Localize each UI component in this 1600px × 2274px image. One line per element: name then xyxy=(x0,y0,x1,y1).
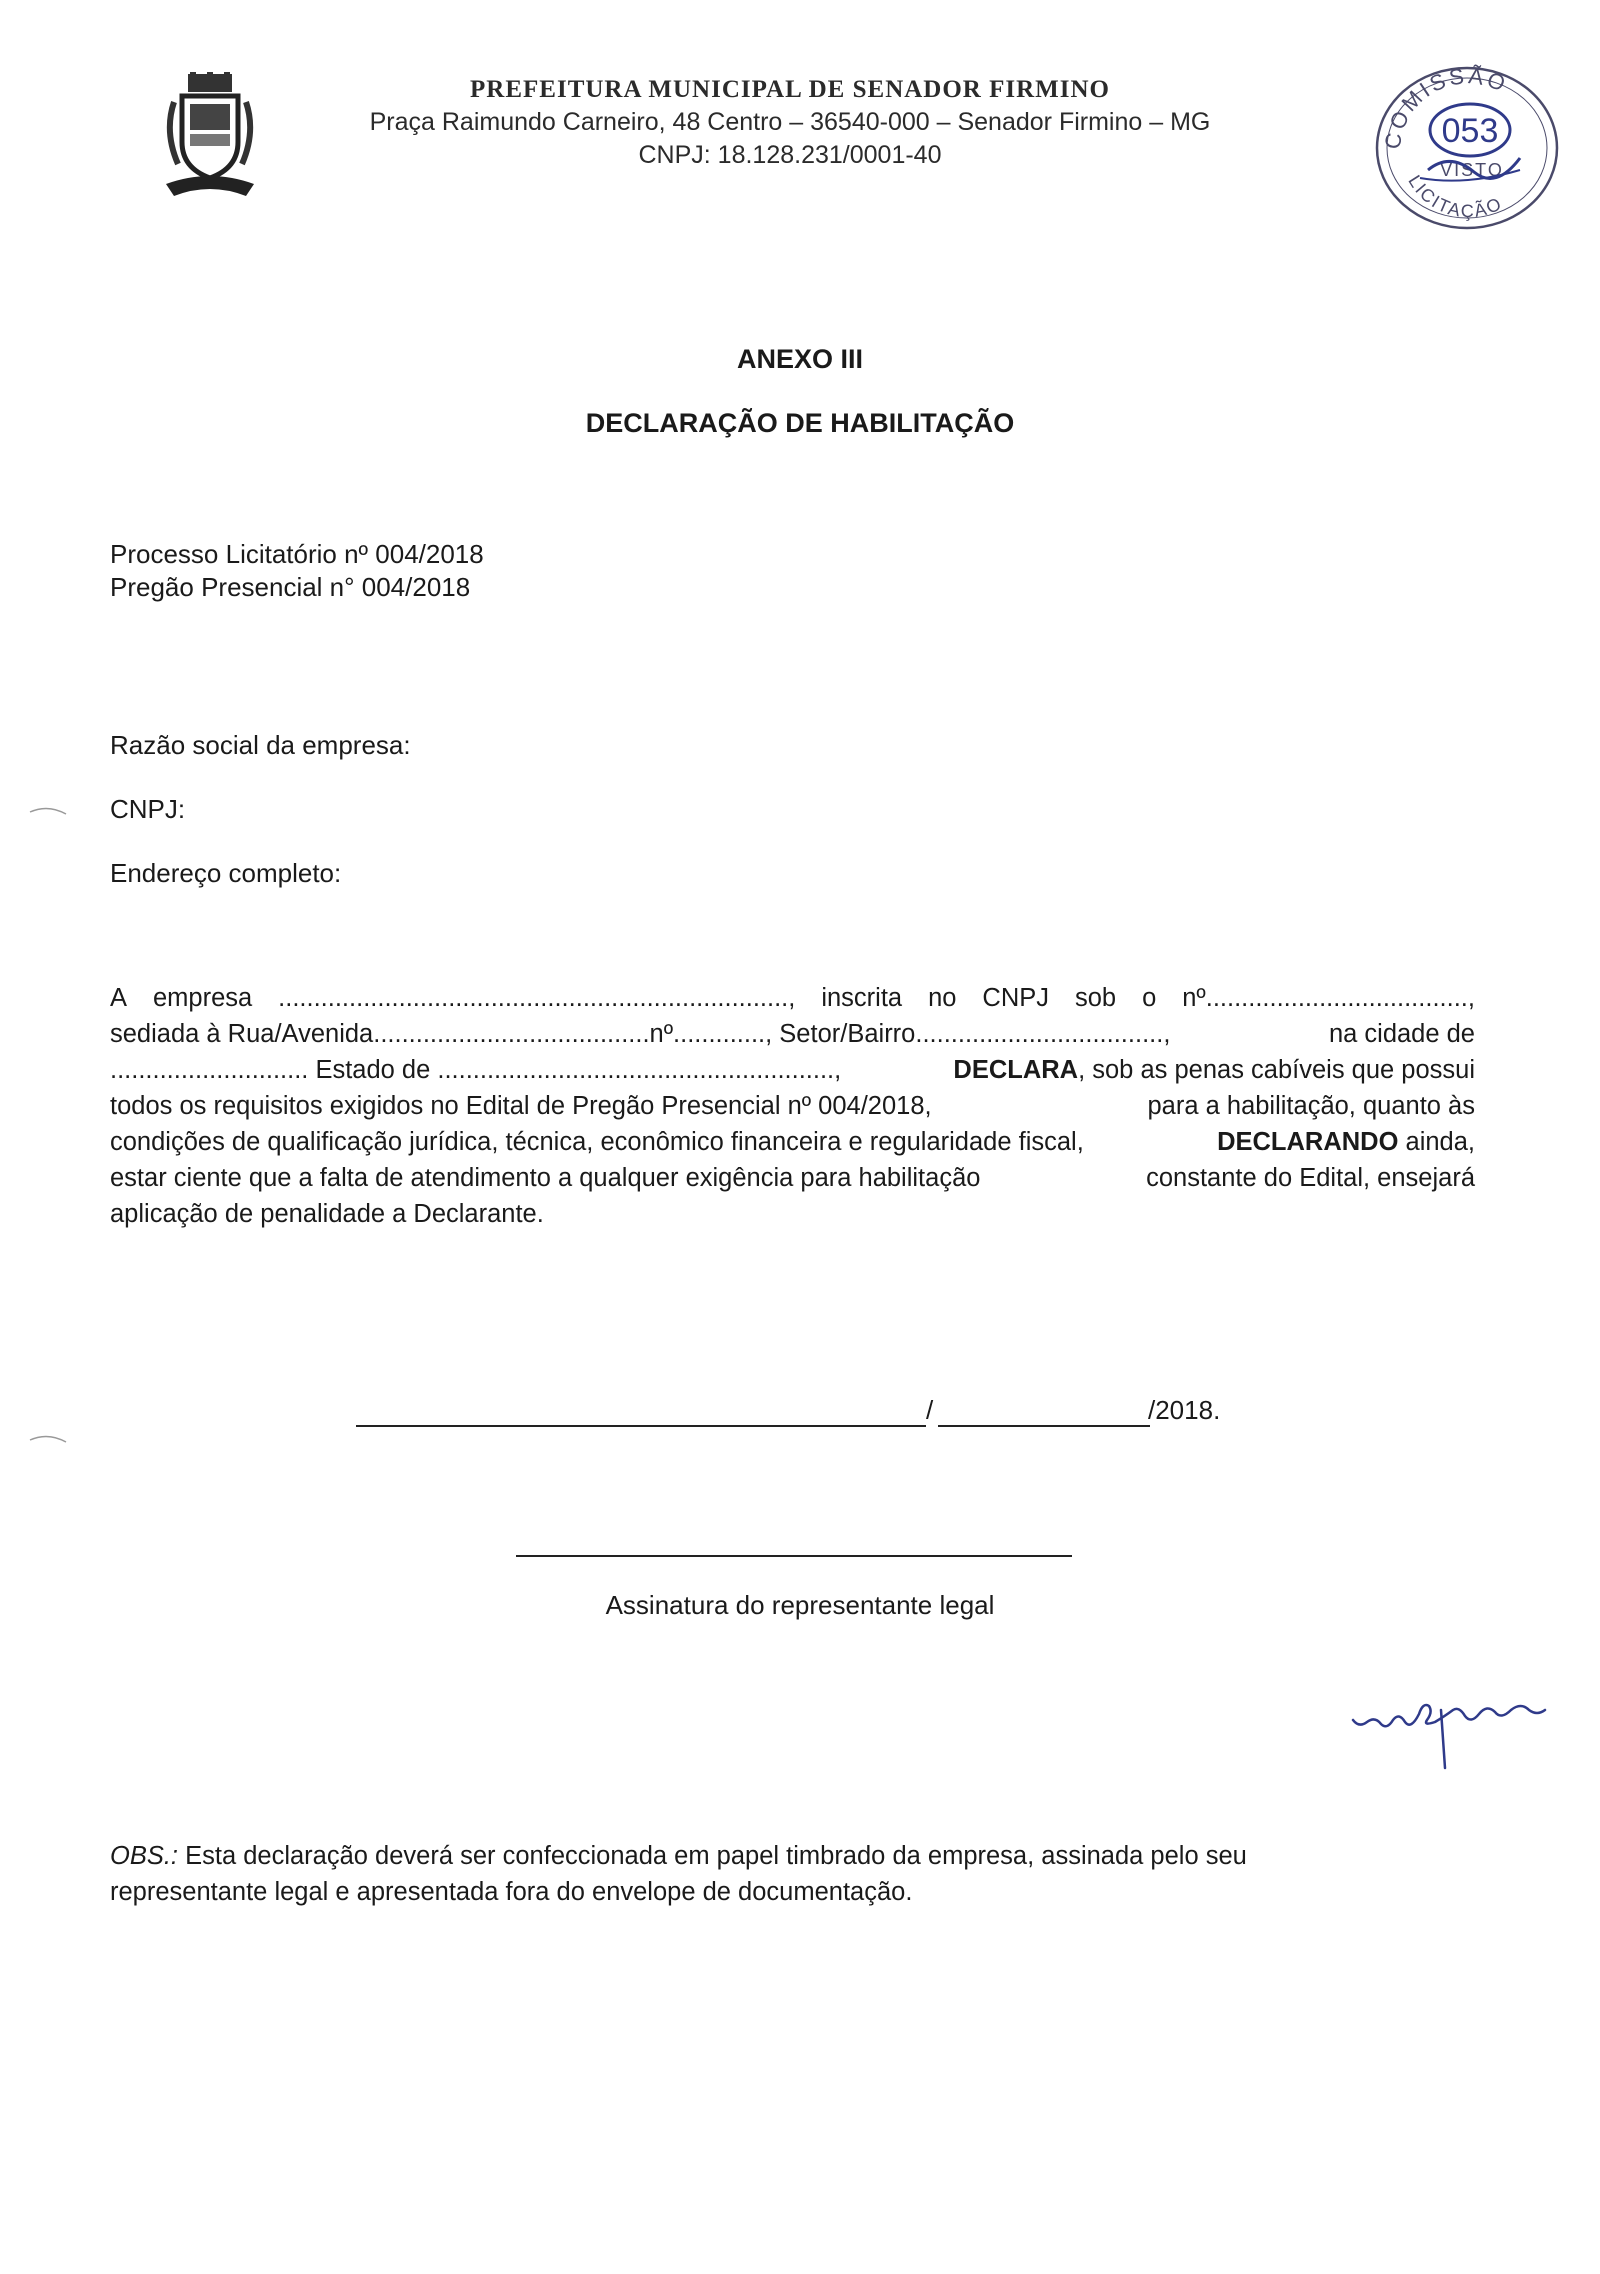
declaration-title: DECLARAÇÃO DE HABILITAÇÃO xyxy=(585,408,1015,438)
word: sob xyxy=(1074,984,1117,1012)
word: o xyxy=(1142,984,1157,1012)
text-segment: estar ciente que a falta de atendimento a qualquer exigência para habilitação xyxy=(110,1164,981,1192)
commission-stamp xyxy=(1370,60,1565,235)
month-blank-line xyxy=(938,1425,1150,1427)
text-segment: ainda, xyxy=(1405,1128,1475,1156)
date-year: /2018. xyxy=(1148,1395,1221,1425)
organization-cnpj: CNPJ: 18.128.231/0001-40 xyxy=(638,141,942,169)
word: empresa xyxy=(152,984,253,1012)
organization-name: PREFEITURA MUNICIPAL DE SENADOR FIRMINO xyxy=(470,76,1110,103)
observation-note xyxy=(110,1838,1410,1910)
declaration-line xyxy=(110,1016,1475,1052)
declara-emphasis: DECLARA xyxy=(953,1056,1079,1084)
field-cnpj: CNPJ: xyxy=(110,794,186,824)
word: A xyxy=(110,984,128,1012)
obs-text: Esta declaração deverá ser confeccionada em papel timbrado da empresa, assinada pelo seu xyxy=(178,1842,1247,1870)
stamp-number: 053 xyxy=(1441,112,1499,150)
scan-mark xyxy=(28,800,68,820)
pregao-number: Pregão Presencial n° 004/2018 xyxy=(110,572,471,602)
declaration-line xyxy=(110,1052,1475,1088)
stamp-top-text: COMISSÃO xyxy=(1379,63,1512,151)
observation-line: representante legal e apresentada fora do envelope de documentação. xyxy=(110,1878,913,1906)
text-segment: ............................ Estado de ........................................................, xyxy=(110,1056,842,1084)
declaration-line xyxy=(110,1160,1475,1196)
obs-label: OBS.: xyxy=(110,1842,179,1870)
text-segment xyxy=(953,1052,1475,1088)
declarando-emphasis: DECLARANDO xyxy=(1217,1128,1399,1156)
field-endereco: Endereço completo: xyxy=(110,858,342,888)
text-segment: sediada à Rua/Avenida.......................................nº............., Setor/Bairro..................................., xyxy=(110,1020,1171,1048)
signature-label: Assinatura do representante legal xyxy=(605,1590,995,1620)
text-segment: , sob as penas cabíveis que possui xyxy=(1078,1056,1475,1084)
date-row xyxy=(356,1395,1256,1431)
word: no xyxy=(928,984,957,1012)
organization-address: Praça Raimundo Carneiro, 48 Centro – 36540-000 – Senador Firmino – MG xyxy=(369,108,1211,136)
text-segment: para a habilitação, quanto às xyxy=(1147,1092,1475,1120)
declaration-line xyxy=(110,1088,1475,1124)
declaration-line xyxy=(110,980,1475,1016)
signature-line xyxy=(516,1555,1072,1557)
process-number: Processo Licitatório nº 004/2018 xyxy=(110,539,484,569)
date-separator: / xyxy=(926,1395,934,1425)
observation-line xyxy=(110,1838,1410,1874)
text-segment: constante do Edital, ensejará xyxy=(1146,1164,1475,1192)
scan-mark xyxy=(28,1428,68,1448)
municipal-crest-logo xyxy=(160,72,260,202)
fill-blank: nº....................................., xyxy=(1182,984,1475,1012)
word: CNPJ xyxy=(982,984,1050,1012)
stamp-bottom-text: LICITAÇÃO xyxy=(1404,171,1506,221)
declaration-line: aplicação de penalidade a Declarante. xyxy=(110,1200,544,1228)
text-segment: todos os requisitos exigidos no Edital de Pregão Presencial nº 004/2018, xyxy=(110,1092,932,1120)
text-segment: na cidade de xyxy=(1328,1020,1475,1048)
stamp-visto: VISTO xyxy=(1440,160,1504,180)
handwritten-initials xyxy=(1345,1680,1565,1780)
field-razao-social: Razão social da empresa: xyxy=(110,730,411,760)
letterhead xyxy=(330,76,1250,170)
word: inscrita xyxy=(821,984,903,1012)
fill-blank: ........................................................................, xyxy=(278,984,796,1012)
text-segment: condições de qualificação jurídica, técnica, econômico financeira e regularidade fiscal, xyxy=(110,1128,1084,1156)
process-references xyxy=(110,538,484,604)
declaration-line xyxy=(110,1124,1475,1160)
annex-title: ANEXO III xyxy=(736,344,864,374)
date-blank-line xyxy=(356,1425,926,1427)
text-segment xyxy=(1217,1124,1475,1160)
declaration-paragraph xyxy=(110,980,1475,1232)
